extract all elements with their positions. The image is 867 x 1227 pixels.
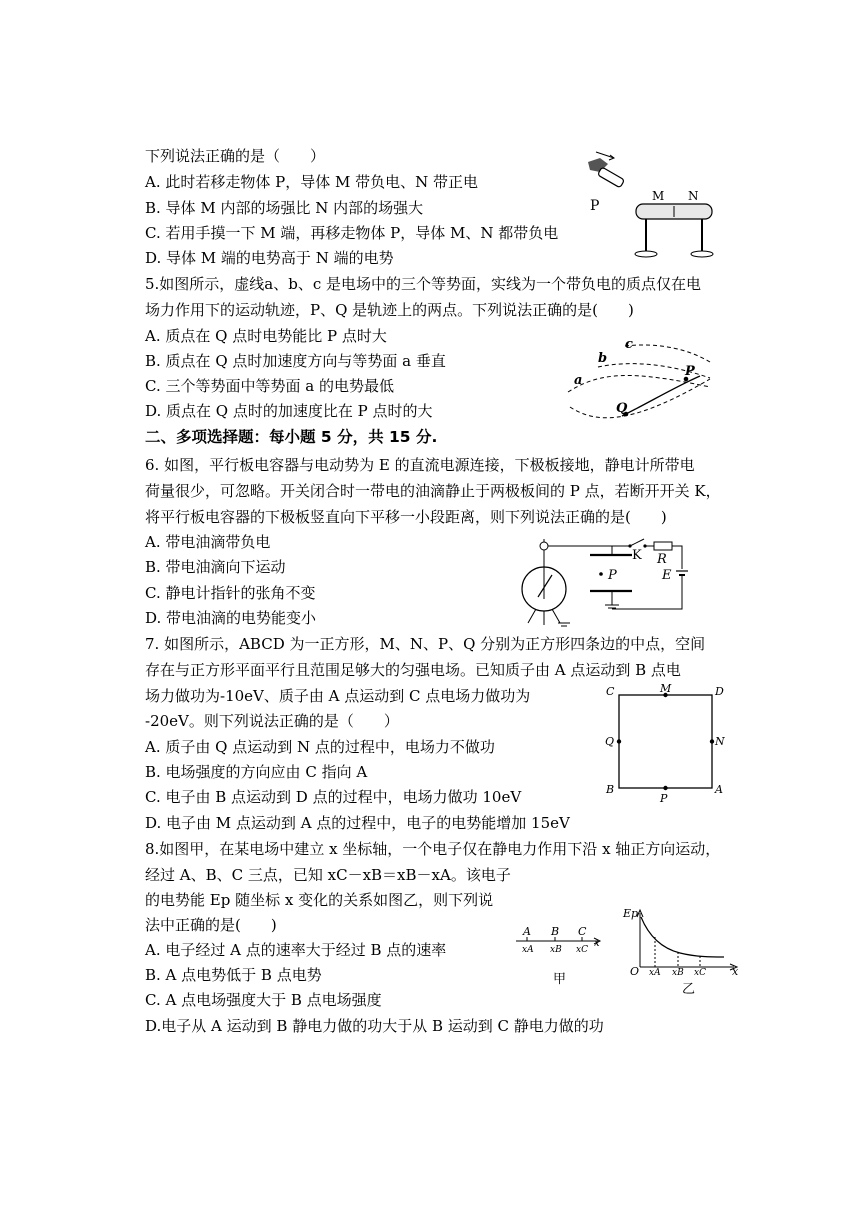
q4-figure-conductor [570,150,720,265]
q5-option-d: D. 质点在 Q 点时的加速度比在 P 点时的大 [145,402,433,420]
label-p: P [660,792,668,805]
q6-option-b: B. 带电油滴向下运动 [145,558,286,576]
q8-stem-3: 的电势能 Ep 随坐标 x 变化的关系如图乙，则下列说 [145,891,494,909]
label-n: N [688,189,699,203]
q6-option-a: A. 带电油滴带负电 [145,533,271,551]
label-xa: xA [522,945,534,955]
label-o: O [630,965,640,978]
q8-stem-2: 经过 A、B、C 三点，已知 xC－xB＝xB－xA。该电子 [145,866,511,884]
label-x: x [732,965,739,978]
q7-stem-1: 7. 如图所示，ABCD 为一正方形，M、N、P、Q 分别为正方形四条边的中点，空间 [145,635,706,653]
q7-figure-square [602,683,734,805]
q6-stem-3: 将平行板电容器的下极板竖直向下平移一小段距离，则下列说法正确的是( ) [145,508,667,526]
q7-option-c: C. 电子由 B 点运动到 D 点的过程中，电场力做功 10eV [145,788,522,806]
label-p: P [685,364,695,379]
label-c: C [606,685,615,698]
q6-option-c: C. 静电计指针的张角不变 [145,584,316,602]
label-m: M [652,189,665,203]
label-xc: xC [576,945,588,955]
q4-stem: 下列说法正确的是（ ） [145,147,326,165]
q8-option-c: C. A 点电场强度大于 B 点电场强度 [145,991,382,1009]
label-q: Q [616,401,628,416]
q5-stem-2: 场力作用下的运动轨迹，P、Q 是轨迹上的两点。下列说法正确的是( ) [145,301,634,319]
label-a: A [715,783,723,796]
q7-stem-4: -20eV。则下列说法正确的是（ ） [145,712,399,730]
label-p: P [590,198,600,214]
label-b: B [551,925,560,938]
q7-option-a: A. 质子由 Q 点运动到 N 点的过程中，电场力不做功 [145,738,495,756]
charged-rod [598,167,625,188]
q8-option-b: B. A 点电势低于 B 点电势 [145,966,322,984]
q4-option-d: D. 导体 M 端的电势高于 N 端的电势 [145,249,394,267]
q8-figure-jia [512,925,612,990]
q6-stem-2: 荷量很少，可忽略。开关闭合时一带电的油滴静止于两极板间的 P 点，若断开开关 K， [145,482,721,500]
label-a: a [574,373,583,388]
caption-jia: 甲 [553,972,567,987]
label-r: R [657,552,667,567]
q5-stem-1: 5.如图所示，虚线a、b、c 是电场中的三个等势面，实线为一个带负电的质点仅在电 [145,275,702,293]
label-xa: xA [649,968,661,978]
q5-option-a: A. 质点在 Q 点时电势能比 P 点时大 [145,327,387,345]
label-xb: xB [672,968,684,978]
label-m: M [660,682,672,695]
label-c: c [625,337,633,352]
q5-figure-equipotentials [560,332,720,432]
q8-figure-yi [620,905,750,997]
q6-stem-1: 6. 如图，平行板电容器与电动势为 E 的直流电源连接，下极板接地，静电计所带电 [145,456,695,474]
label-c: C [578,925,587,938]
caption-yi: 乙 [682,982,696,997]
ep-curve [641,917,724,957]
equipotential-c [625,345,710,362]
q8-option-a: A. 电子经过 A 点的速率大于经过 B 点的速率 [145,941,447,959]
q4-option-b: B. 导体 M 内部的场强比 N 内部的场强大 [145,199,424,217]
label-n: N [715,735,725,748]
q8-stem-1: 8.如图甲，在某电场中建立 x 坐标轴，一个电子仅在静电力作用下沿 x 轴正方向运动， [145,840,721,858]
label-e: E [662,568,672,583]
q8-option-d: D.电子从 A 运动到 B 静电力做的功大于从 B 运动到 C 静电力做的功 [145,1017,604,1035]
switch-k [630,539,644,546]
q4-option-a: A. 此时若移走物体 P，导体 M 带负电、N 带正电 [145,173,479,191]
q5-option-b: B. 质点在 Q 点时加速度方向与等势面 a 垂直 [145,352,446,370]
label-b: b [598,351,608,366]
label-d: D [715,685,724,698]
label-p: P [608,568,617,583]
label-b: B [606,783,615,796]
q7-stem-2: 存在与正方形平面平行且范围足够大的匀强电场。已知质子由 A 点运动到 B 点电 [145,661,681,679]
trajectory [622,376,700,416]
q4-option-c: C. 若用手摸一下 M 端，再移走物体 P，导体 M、N 都带负电 [145,224,559,242]
q7-option-d: D. 电子由 M 点运动到 A 点的过程中，电子的电势能增加 15eV [145,814,570,832]
label-q: Q [605,735,615,748]
label-k: K [632,548,642,563]
q8-stem-4: 法中正确的是( ) [145,916,277,934]
q6-option-d: D. 带电油滴的电势能变小 [145,609,317,627]
label-xc: xC [694,968,706,978]
q7-option-b: B. 电场强度的方向应由 C 指向 A [145,763,368,781]
label-ep: Ep [623,907,639,920]
resistor-r [654,542,672,550]
q5-option-c: C. 三个等势面中等势面 a 的电势最低 [145,377,394,395]
label-xb: xB [550,945,562,955]
q7-stem-3: 场力做功为-10eV、质子由 A 点运动到 C 点电场力做功为 [145,687,531,705]
square-abcd [619,695,712,788]
q6-figure-capacitor [512,537,687,632]
label-a: A [523,925,531,938]
section-2-heading: 二、多项选择题：每小题 5 分，共 15 分. [145,428,438,446]
label-x: x [594,938,600,949]
